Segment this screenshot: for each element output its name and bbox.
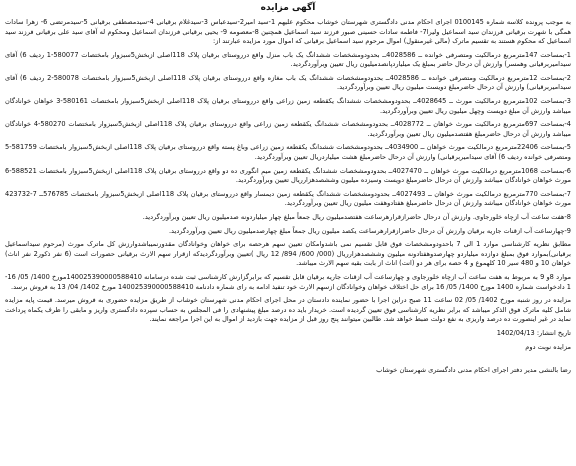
signature: رضا بالنشی مدیر دفتر اجرای احکام مدنی دادگستری شهرستان خوشاب — [376, 366, 571, 375]
paragraph-item-5: 5-بمساحت 22406مترمربع درمالکیت مورث خواهان ــ 4034900ــ بحدودومشخصات ششدانگ یکقطعه زمین زراعی وباغ پسته واقع درروستای برقیان پلاک 118اصلی ازبخش5سبزوار بامختصات 581759-5 ومتصرفی خوانده ردیف 6) آقای سیدامیربرقیانی) وارزش آن درحال حاضرمبلغ هشت میلیاردریال تعیین وبرآوردگردید. — [5, 143, 571, 161]
signature-block — [5, 343, 571, 376]
publish-date: تاریخ انتشار: 1402/04/13 — [496, 328, 571, 337]
paragraph-intro: به موجب پرونده کلاسه شماره 0100145 اجرای احکام مدنی دادگستری شهرستان خوشاب محکوم علیهم 1-سید امیر2-سیدعباس 3-سیدغلام برقیانی 4-سیدمصطفی برقیانی 5-سیدمرتضی 6- زهرا سادات همگی با شهرت برقیانی فرزندان سید اسماعیل ولیرا7- فاطمه سادات حسینی صبور فرزند سید اسماعیل همچنین 8-معصومه 9- یحیی برقیانی فرزندان اسماعیل ومحکوم له آقای سید علی برقیانی فرزند سید اسماعیل که محکوم هستند به تقسیم ماترک (مالی غیرمنقول) اموال مرحوم سید اسماعیل برقیانی که اموال مورد مزایده عبارتند از: — [5, 18, 571, 45]
paragraph-item-3: 3-بمساحت 102مترمربع درمالکیت مورث ــ 4028645ــ بحدودومشخصات ششدانگ یکقطعه زمین زراعی واقع درروستای برقیان پلاک 118اصلی ازبخش5سبزوار بامختصات 580161-3 خواهان خوانادگان میباشد وارزش آن مبلغ دویست وچهل میلیون ریال تعیین وبرآوردگردید. — [5, 97, 571, 115]
paragraph-item-2: 2-بمساحت 12مترمربع درمالکیت ومتصرفی خوانده ــ 4028586ــ بحدودومشخصات ششدانگ یک باب مغازه واقع درروستای برقیان پلاک 118اصلی ازبخش5سبزوار بامختصات 580078-2 ردیف 6) آقای سیدامیربرقیانی) وارزش آن درحال حاضرمبلغ دویست میلیون ریال تعیین وبرآوردگردید. — [5, 73, 571, 92]
paragraph-item-8: 8-هفت ساعت آب ازچاه خلورجاوی. وارزش آن درحال حاضرازقرارهرساعت هفتصدمیلیون ریال جمعاً مبلغ چهار میلیاردونه صدمیلیون ریال تعیین وبرآوردگردید. — [142, 213, 571, 221]
paragraph-water-rights: موارد 8و 9 به مربوط به هفت ساعت آب ازچاه خلورجاوی و چهارساعت آب ازقنات جاریه برقیان قابل تقسیم که برابرگزارش کارشناسی ثبت شده درسامانه 140025390000588410مورخ 1400/ 05/ 16-1 دادخواست شماره 1400 مورخ 1400/ 05/ 16 برای حل اختلاف خواهان وخوانادگان ازسهم الارث خود تنفیذ ادامه به رای شماره دادنامه 140025390000588410 مورخ 1402/ 04/ 13 به فروش برسد. — [5, 273, 571, 291]
paragraph-item-6: 6-بمساحت 1068مترمربع درمالکیت مورث خواهان ــ 4027470ــ بحدودومشخصات ششدانگ یکقطعه زمین میم انگوری ده دو واقع درروستای برقیان پلاک 118اصلی ازبخش5سبزوار بامختصات 588521-6 مورث خواهان خوانادگان میباشد وارزش آن درحال حاضرمبلغ دویست وسیزده میلیون وششصدهزارریال تعیین وبرآوردگردید. — [5, 166, 571, 185]
paragraph-item-7: 7-بمساحت 770مترمربع درمالکیت مورث خواهان ــ 4027493ــ بحدودومشخصات ششدانگ یکقطعه زمین دیمسار واقع درروستای برقیان پلاک 118اصلی ازبخش5سبزوار بامختصات 576785ــ 7-423732 مورث خواهان خوانادگان میباشد وارزش آن درحال حاضرمبلغ هفتادوهفت میلیون ریال تعیین وبرآوردگردید. — [5, 189, 571, 208]
notice-title: آگهی مزایده — [260, 3, 316, 13]
paragraph-item-9: 9-چهارساعت آب ازقنات جاریه برقیان وارزش آن درحال حاضرازقرارهرساعت یکصد میلیون ریال جمعاً مبلغ چهارصدمیلیون ریال تعیین وبرآوردگردید. — [168, 226, 571, 235]
spacer — [5, 356, 571, 366]
auction-round: مزایده نوبت دوم — [525, 342, 571, 351]
paragraph-item-1: 1-بمساحت 147مترمربع درمالکیت ومتصرفی خوانده ــ 4028586ــ بحدودومشخصات ششدانگ یک باب منزل واقع درروستای برقیان پلاک 118اصلی ازبخش5سبزوار بامختصات 580077-1 ردیف 6) آقای سیدامیربرقیانی وهمسر) وارزش آن درحال حاضر بمبلغ یک میلیاردپانصدمیلیون ریال تعیین وبرآوردگردید. — [5, 50, 571, 69]
paragraph-item-4: 4-بمساحت 697مترمربع درمالکیت مورث خواهان ــ 4028772ــ بحدودومشخصات ششدانگ یکقطعه زمین زراعی واقع درروستای برقیان پلاک 118اصلی ازبخش5سبزوار بامختصات 580270-4 خوانادگان میباشد وارزش آن درحال حاضرمبلغ هفتصدمیلیون ریال تعیین وبرآوردگردید. — [5, 120, 571, 138]
paragraph-expert-opinion: مطابق نظریه کارشناسی موارد 1 الی 7 باحدودومشخصات فوق قابل تقسیم نمی باشدوامکان تعیین سهم هرحصه برای خواهان وخوانادگان مقدورنمیباشدوارزش کل ماترک مورث (مرحوم سیداسماعیل برقیانی)بموارد فوق بمبلغ دوازده میلیاردو چهارصدوهفتادونه میلیون وششصدهزارریال (000/ 600/ 894/ 12 ریال )تعیین وبرآوردگردیدکه ازقرار سهم الارث برقیانی حصورات است (6 نفر ذکور2 نفر اناث) خواهان 10 و 480 سیر 10 کلهموع و 4 حصه برای هر دو (انت) اناث از بابت بقیه سهم الارث میباشد. — [5, 240, 572, 268]
paragraph-auction-terms: مزایده در روز شنبه مورخ 1402/ 05/ 02 ساعت 11 صبح دراین اجرا با حضور نماینده دادستان در محل اجرای احکام مدنی شهرستان خوشاب از طریق مزایده حضوری به فروش میرسد. قیمت پایه مزایده شامل کلیه ماترک فوق الذکر میباشد که برابر نظریه کارشناسی فوق تعیین گردیده است. خریدار باید ده درصد مبلغ پیشنهادی را فی المجلس به حساب سپرده دادگستری واریز و مابقی را ظرف یکماه پرداخت نماید در غیر اینصورت ده درصد واریزی به نفع دولت ضبط خواهد شد. طالبین میتوانند پنج روز قبل از مزایده جهت بازدید از اموال به این اجرا مراجعه نمایند. — [5, 296, 571, 324]
